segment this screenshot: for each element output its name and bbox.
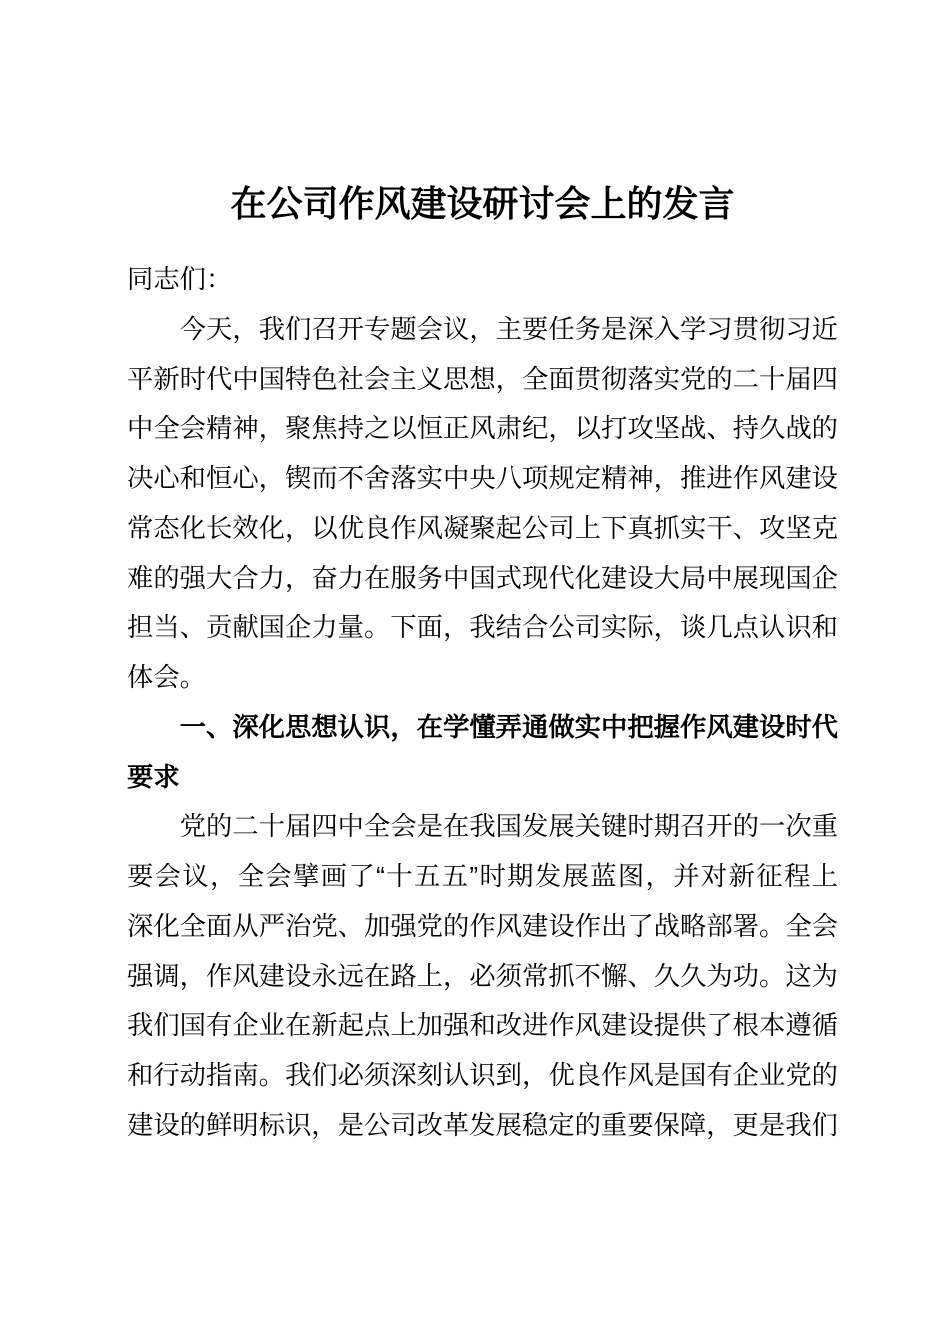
text-line: 要求	[127, 761, 180, 792]
paragraph-block	[127, 802, 838, 1150]
text-line: 担当、贡献国企力量。下面，我结合公司实际，谈几点认识和	[127, 612, 838, 643]
text-line: 和行动指南。我们必须深刻认识到，优良作风是国有企业党的	[127, 1060, 838, 1090]
text-line: 强调，作风建设永远在路上，必须常抓不懈、久久为功。这为	[127, 960, 838, 991]
text-line: 深化全面从严治党、加强党的作风建设作出了战略部署。全会	[127, 910, 838, 941]
document-body	[127, 255, 838, 1151]
text-line: 同志们：	[127, 264, 233, 294]
text-line: 今天，我们召开专题会议，主要任务是深入学习贯彻习近	[179, 313, 838, 344]
text-line: 要会议，全会擘画了“十五五”时期发展蓝图，并对新征程上	[127, 861, 838, 891]
heading-block	[127, 703, 838, 803]
text-line: 常态化长效化，以优良作风凝聚起公司上下真抓实干、攻坚克	[127, 512, 838, 543]
text-line: 我们国有企业在新起点上加强和改进作风建设提供了根本遵循	[127, 1010, 838, 1041]
text-line: 党的二十届四中全会是在我国发展关键时期召开的一次重	[179, 811, 838, 842]
text-line: 一、深化思想认识，在学懂弄通做实中把握作风建设时代	[179, 711, 838, 742]
text-line: 难的强大合力，奋力在服务中国式现代化建设大局中展现国企	[127, 562, 838, 593]
text-line: 决心和恒心，锲而不舍落实中央八项规定精神，推进作风建设	[127, 463, 838, 493]
text-line: 平新时代中国特色社会主义思想，全面贯彻落实党的二十届四	[127, 363, 838, 394]
document-title: 在公司作风建设研讨会上的发言	[230, 183, 735, 224]
text-line: 中全会精神，聚焦持之以恒正风肃纪，以打攻坚战、持久战的	[127, 413, 838, 444]
paragraph-block	[127, 305, 838, 703]
salutation-block	[127, 255, 838, 305]
text-line: 体会。	[127, 662, 206, 692]
text-line: 建设的鲜明标识，是公司改革发展稳定的重要保障，更是我们	[127, 1109, 838, 1140]
